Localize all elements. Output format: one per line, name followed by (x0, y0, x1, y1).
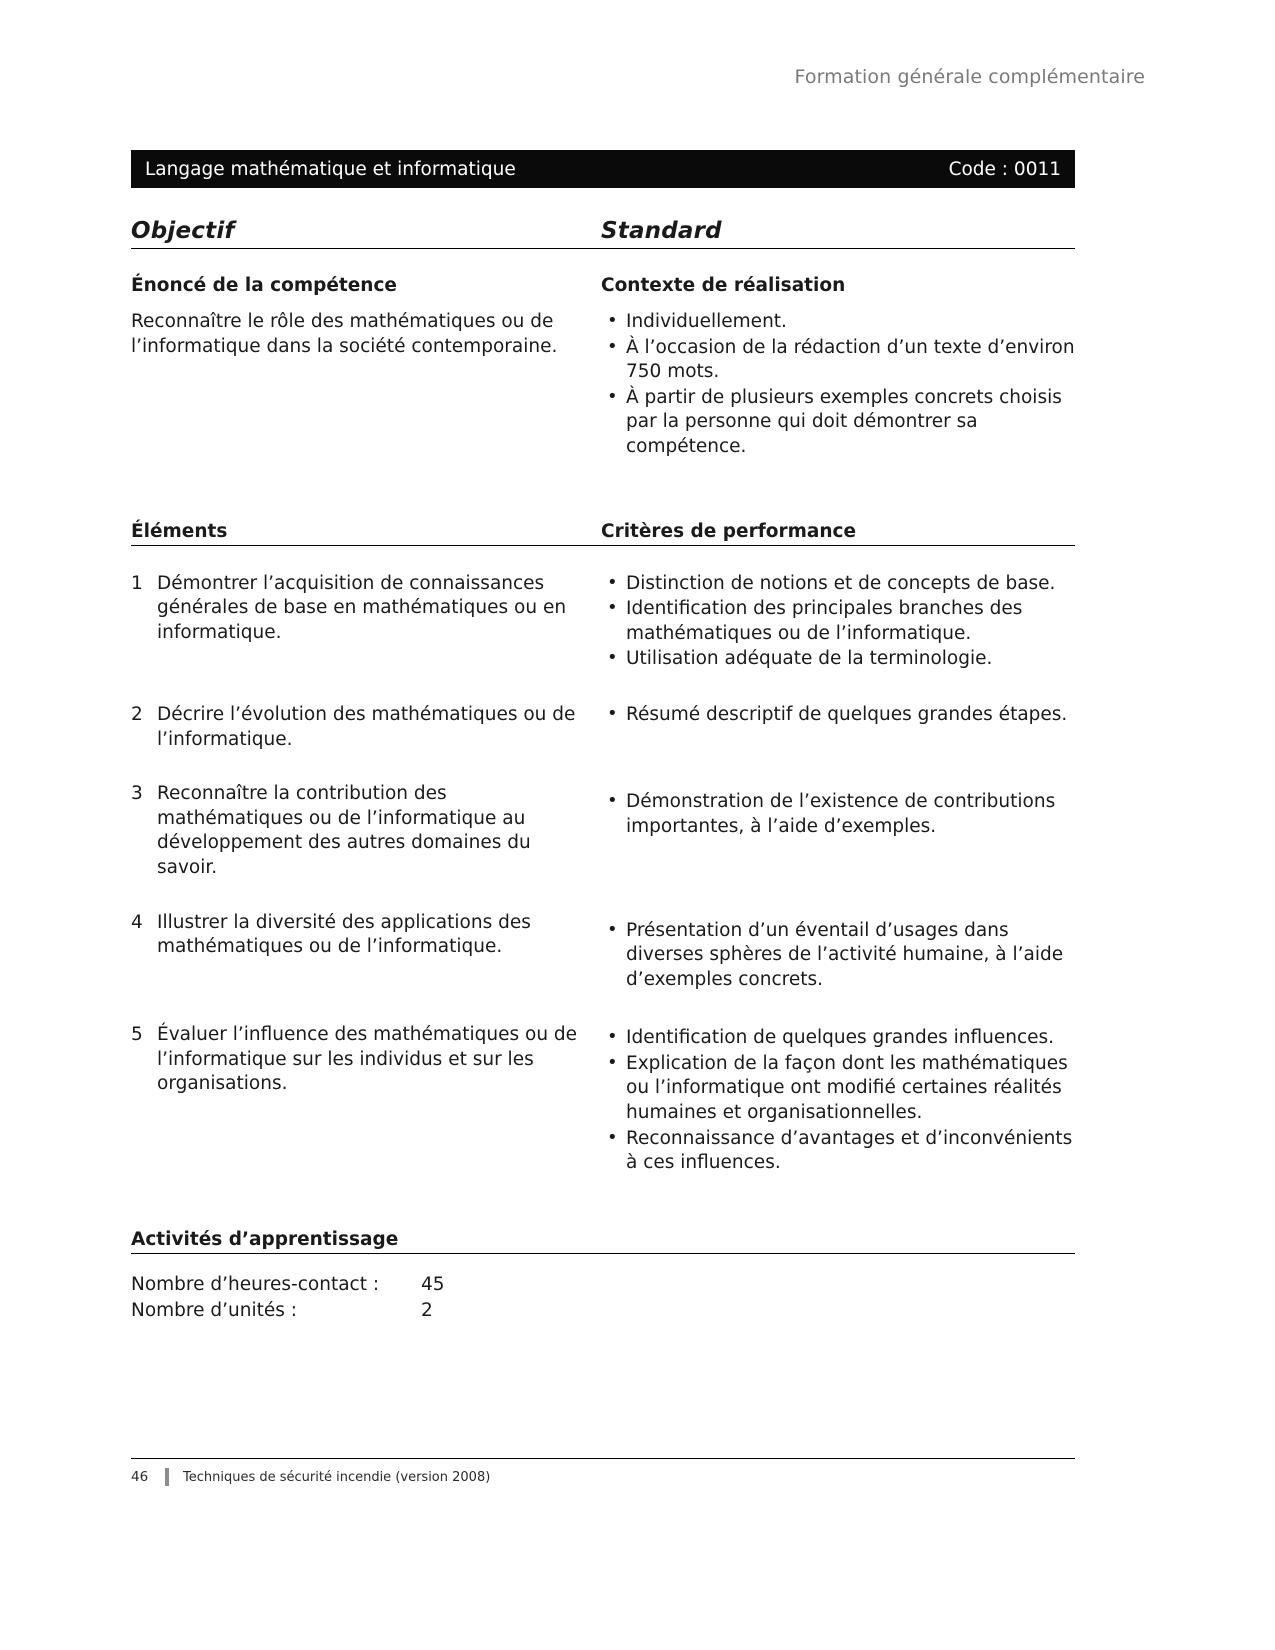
list-item: • Distinction de notions et de concepts de base. (601, 572, 1075, 597)
item-number: 1 (131, 572, 143, 594)
row-label: Nombre d’unités : (131, 1299, 297, 1321)
criteres-cell (601, 572, 1075, 673)
element-cell (131, 911, 601, 994)
numbered-item (131, 703, 583, 752)
standard-column-head (601, 218, 1075, 244)
spacer (131, 546, 1075, 572)
competence-context-row (131, 275, 1075, 461)
item-number: 4 (131, 911, 143, 933)
footer-separator-bar (165, 1468, 169, 1486)
item-text: Reconnaître la contribution des mathématiques ou de l’informatique au développement des autres domaines du savoir. (157, 783, 531, 878)
spacer (601, 296, 1075, 310)
list-item: • Utilisation adéquate de la terminologie. (601, 647, 1075, 672)
criteres-cell (601, 703, 1075, 752)
activities-block (131, 1229, 1075, 1324)
spacer (131, 461, 1075, 521)
element-cell (131, 782, 601, 880)
competence-text: Reconnaître le rôle des mathématiques ou de l’informatique dans la société contemporaine. (131, 311, 558, 357)
element-cell (131, 572, 601, 673)
list-item: • Identification des principales branches des mathématiques ou de l’informatique. (601, 597, 1075, 646)
element-row (131, 572, 1075, 673)
item-text: Décrire l’évolution des mathématiques ou de l’informatique. (157, 703, 576, 750)
row-value: 2 (421, 1299, 433, 1321)
criteres-column-head (601, 521, 1075, 542)
list-item: • À partir de plusieurs exemples concrets choisis par la personne qui doit démontrer sa compétence. (601, 386, 1075, 460)
item-text: Évaluer l’influence des mathématiques ou de l’informatique sur les individus et sur les organisations. (157, 1024, 578, 1095)
document-header-note: Formation générale complémentaire (794, 66, 1145, 88)
footer-text: Techniques de sécurité incendie (version 2008) (183, 1469, 491, 1485)
standard-heading: Standard (601, 218, 722, 244)
list-item: • À l’occasion de la rédaction d’un texte d’environ 750 mots. (601, 336, 1075, 385)
spacer (131, 1177, 1075, 1229)
course-title: Langage mathématique et informatique (145, 158, 516, 180)
criteres-list (601, 919, 1075, 993)
page-number: 46 (131, 1469, 149, 1485)
contexte-heading: Contexte de réalisation (601, 275, 846, 296)
numbered-item (131, 1023, 583, 1097)
criteres-list (601, 790, 1075, 839)
spacer (131, 673, 1075, 703)
elements-criteres-heading-row (131, 521, 1075, 542)
element-row (131, 1023, 1075, 1177)
table-row (131, 1272, 1075, 1298)
spacer (601, 911, 1075, 919)
item-number: 3 (131, 783, 143, 805)
competence-block (131, 275, 601, 461)
list-item: • Résumé descriptif de quelques grandes étapes. (601, 703, 1075, 728)
element-row (131, 703, 1075, 752)
elements-column-head (131, 521, 601, 542)
page-footer (131, 1468, 1075, 1486)
activities-table (131, 1272, 1075, 1324)
spacer (131, 881, 1075, 911)
spacer (131, 296, 583, 310)
element-row (131, 911, 1075, 994)
criteres-cell (601, 911, 1075, 994)
list-item: • Identification de quelques grandes influences. (601, 1026, 1075, 1051)
list-item: • Explication de la façon dont les mathématiques ou l’informatique ont modifié certaines réalités humaines et organisationnelles. (601, 1052, 1075, 1126)
objectif-heading: Objectif (131, 218, 235, 244)
numbered-item (131, 782, 583, 880)
footer-divider (131, 1458, 1075, 1459)
spacer (131, 752, 1075, 782)
elements-heading: Éléments (131, 520, 228, 542)
criteres-heading: Critères de performance (601, 520, 857, 542)
item-text: Illustrer la diversité des applications des mathématiques ou de l’informatique. (157, 911, 531, 958)
criteres-list (601, 703, 1075, 728)
course-title-bar (131, 150, 1075, 188)
course-code: Code : 0011 (948, 158, 1061, 180)
content-columns (131, 218, 1075, 1324)
element-row (131, 782, 1075, 880)
spacer (131, 249, 1075, 275)
spacer (601, 782, 1075, 790)
row-label: Nombre d’heures-contact : (131, 1273, 380, 1295)
numbered-item (131, 911, 583, 960)
element-cell (131, 703, 601, 752)
spacer (131, 993, 1075, 1023)
criteres-list (601, 572, 1075, 672)
numbered-item (131, 572, 583, 646)
list-item: • Présentation d’un éventail d’usages dans diverses sphères de l’activité humaine, à l’aide d’exemples concrets. (601, 919, 1075, 993)
item-number: 2 (131, 703, 143, 725)
criteres-list (601, 1026, 1075, 1176)
list-item: • Reconnaissance d’avantages et d’inconvénients à ces influences. (601, 1127, 1075, 1176)
list-item: • Démonstration de l’existence de contributions importantes, à l’aide d’exemples. (601, 790, 1075, 839)
table-row (131, 1298, 1075, 1324)
criteres-cell (601, 1023, 1075, 1177)
item-number: 5 (131, 1024, 143, 1046)
item-text: Démontrer l’acquisition de connaissances générales de base en mathématiques ou en informatique. (157, 572, 567, 643)
criteres-cell (601, 782, 1075, 880)
section-heading-row (131, 218, 1075, 244)
competence-heading: Énoncé de la compétence (131, 275, 397, 296)
contexte-list (601, 310, 1075, 460)
element-cell (131, 1023, 601, 1177)
contexte-block (601, 275, 1075, 461)
spacer (131, 1254, 1075, 1272)
activities-heading: Activités d’apprentissage (131, 1228, 399, 1250)
list-item: • Individuellement. (601, 310, 1075, 335)
row-value: 45 (421, 1273, 445, 1295)
objectif-column-head (131, 218, 601, 244)
